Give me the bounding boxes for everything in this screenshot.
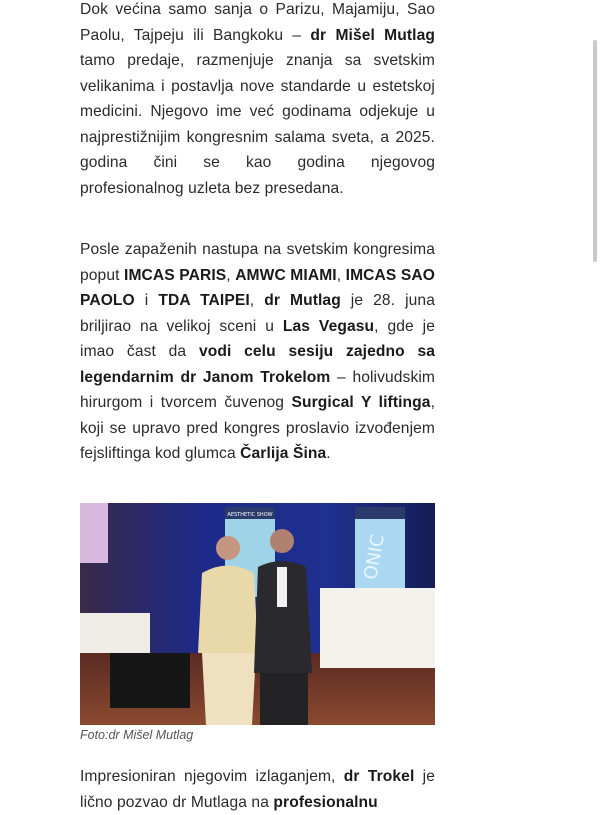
bold-text: Las Vegasu (282, 317, 375, 335)
paragraph-congresses (80, 237, 435, 467)
paragraph-next (80, 764, 435, 815)
text: . (326, 445, 331, 462)
scrollbar[interactable] (593, 40, 597, 262)
text: , gde je imao čast da (80, 317, 436, 360)
text: Posle zapaženih nastupa na svetskim kongresima poput (80, 241, 435, 284)
bold-text: TDA TAIPEI (158, 292, 250, 309)
person-right-head (270, 529, 294, 553)
bold-text: Surgical Y liftinga (291, 394, 431, 411)
bold-text: dr Trokel (343, 768, 415, 785)
text: , (226, 266, 236, 284)
person-right-trousers (260, 673, 308, 725)
text: Dok većina samo sanja o Parizu, Majamiju, Sao Paolu, Tajpeju ili Bangkoku – (80, 1, 435, 44)
bold-text: dr Mutlag (264, 292, 341, 309)
text: je lično pozvao dr Mutlaga na (80, 768, 436, 811)
bold-text: profesionalnu (273, 793, 378, 811)
text: i (134, 292, 159, 309)
photo-caption: Foto:dr Mišel Mutlag (80, 728, 194, 742)
person-left-shirt (198, 566, 258, 654)
text: Impresioniran njegovim izlaganjem, (80, 768, 344, 785)
text: , (336, 266, 346, 284)
person-left-head (216, 536, 240, 560)
bold-text: IMCAS SAO PAOLO (80, 266, 435, 309)
bold-text: vodi celu sesiju zajedno sa legendarnim dr Janom Trokelom (80, 343, 436, 386)
screen-text: ONIC (360, 532, 389, 582)
bold-name: dr Mišel Mutlag (310, 26, 436, 44)
text: je 28. juna briljirao na velikoj sceni u (80, 292, 435, 335)
paragraph-intro (80, 0, 435, 201)
photo-illustration (80, 503, 435, 725)
bold-text: AMWC MIAMI (235, 266, 337, 284)
text: – holivudskim hirurgom i tvorcem čuvenog (80, 368, 436, 411)
banner-text: AESTHETIC SHOW (227, 512, 273, 518)
text: , koji se upravo pred kongres proslavio izvođenjem fejsliftinga kod glumca (80, 394, 436, 462)
person-left-trousers (202, 653, 256, 725)
table-left (80, 613, 150, 653)
side-screen (80, 503, 108, 563)
bold-text: IMCAS PARIS (124, 266, 227, 284)
text: tamo predaje, razmenjuje znanja sa svetskim velikanima i postavlja nove standarde u estetskoj medicini. Njegovo ime već godinama odjekuje u najprestižnijim kongresnim salama sveta, a 2025. godina čini se kao godina njegovog profesionalnog uzleta bez presedana. (80, 52, 435, 197)
article-photo (80, 503, 435, 725)
dark-console (110, 653, 190, 708)
table-right (320, 588, 435, 668)
bold-text: Čarlija Šina (240, 445, 327, 462)
text: , (249, 292, 265, 309)
